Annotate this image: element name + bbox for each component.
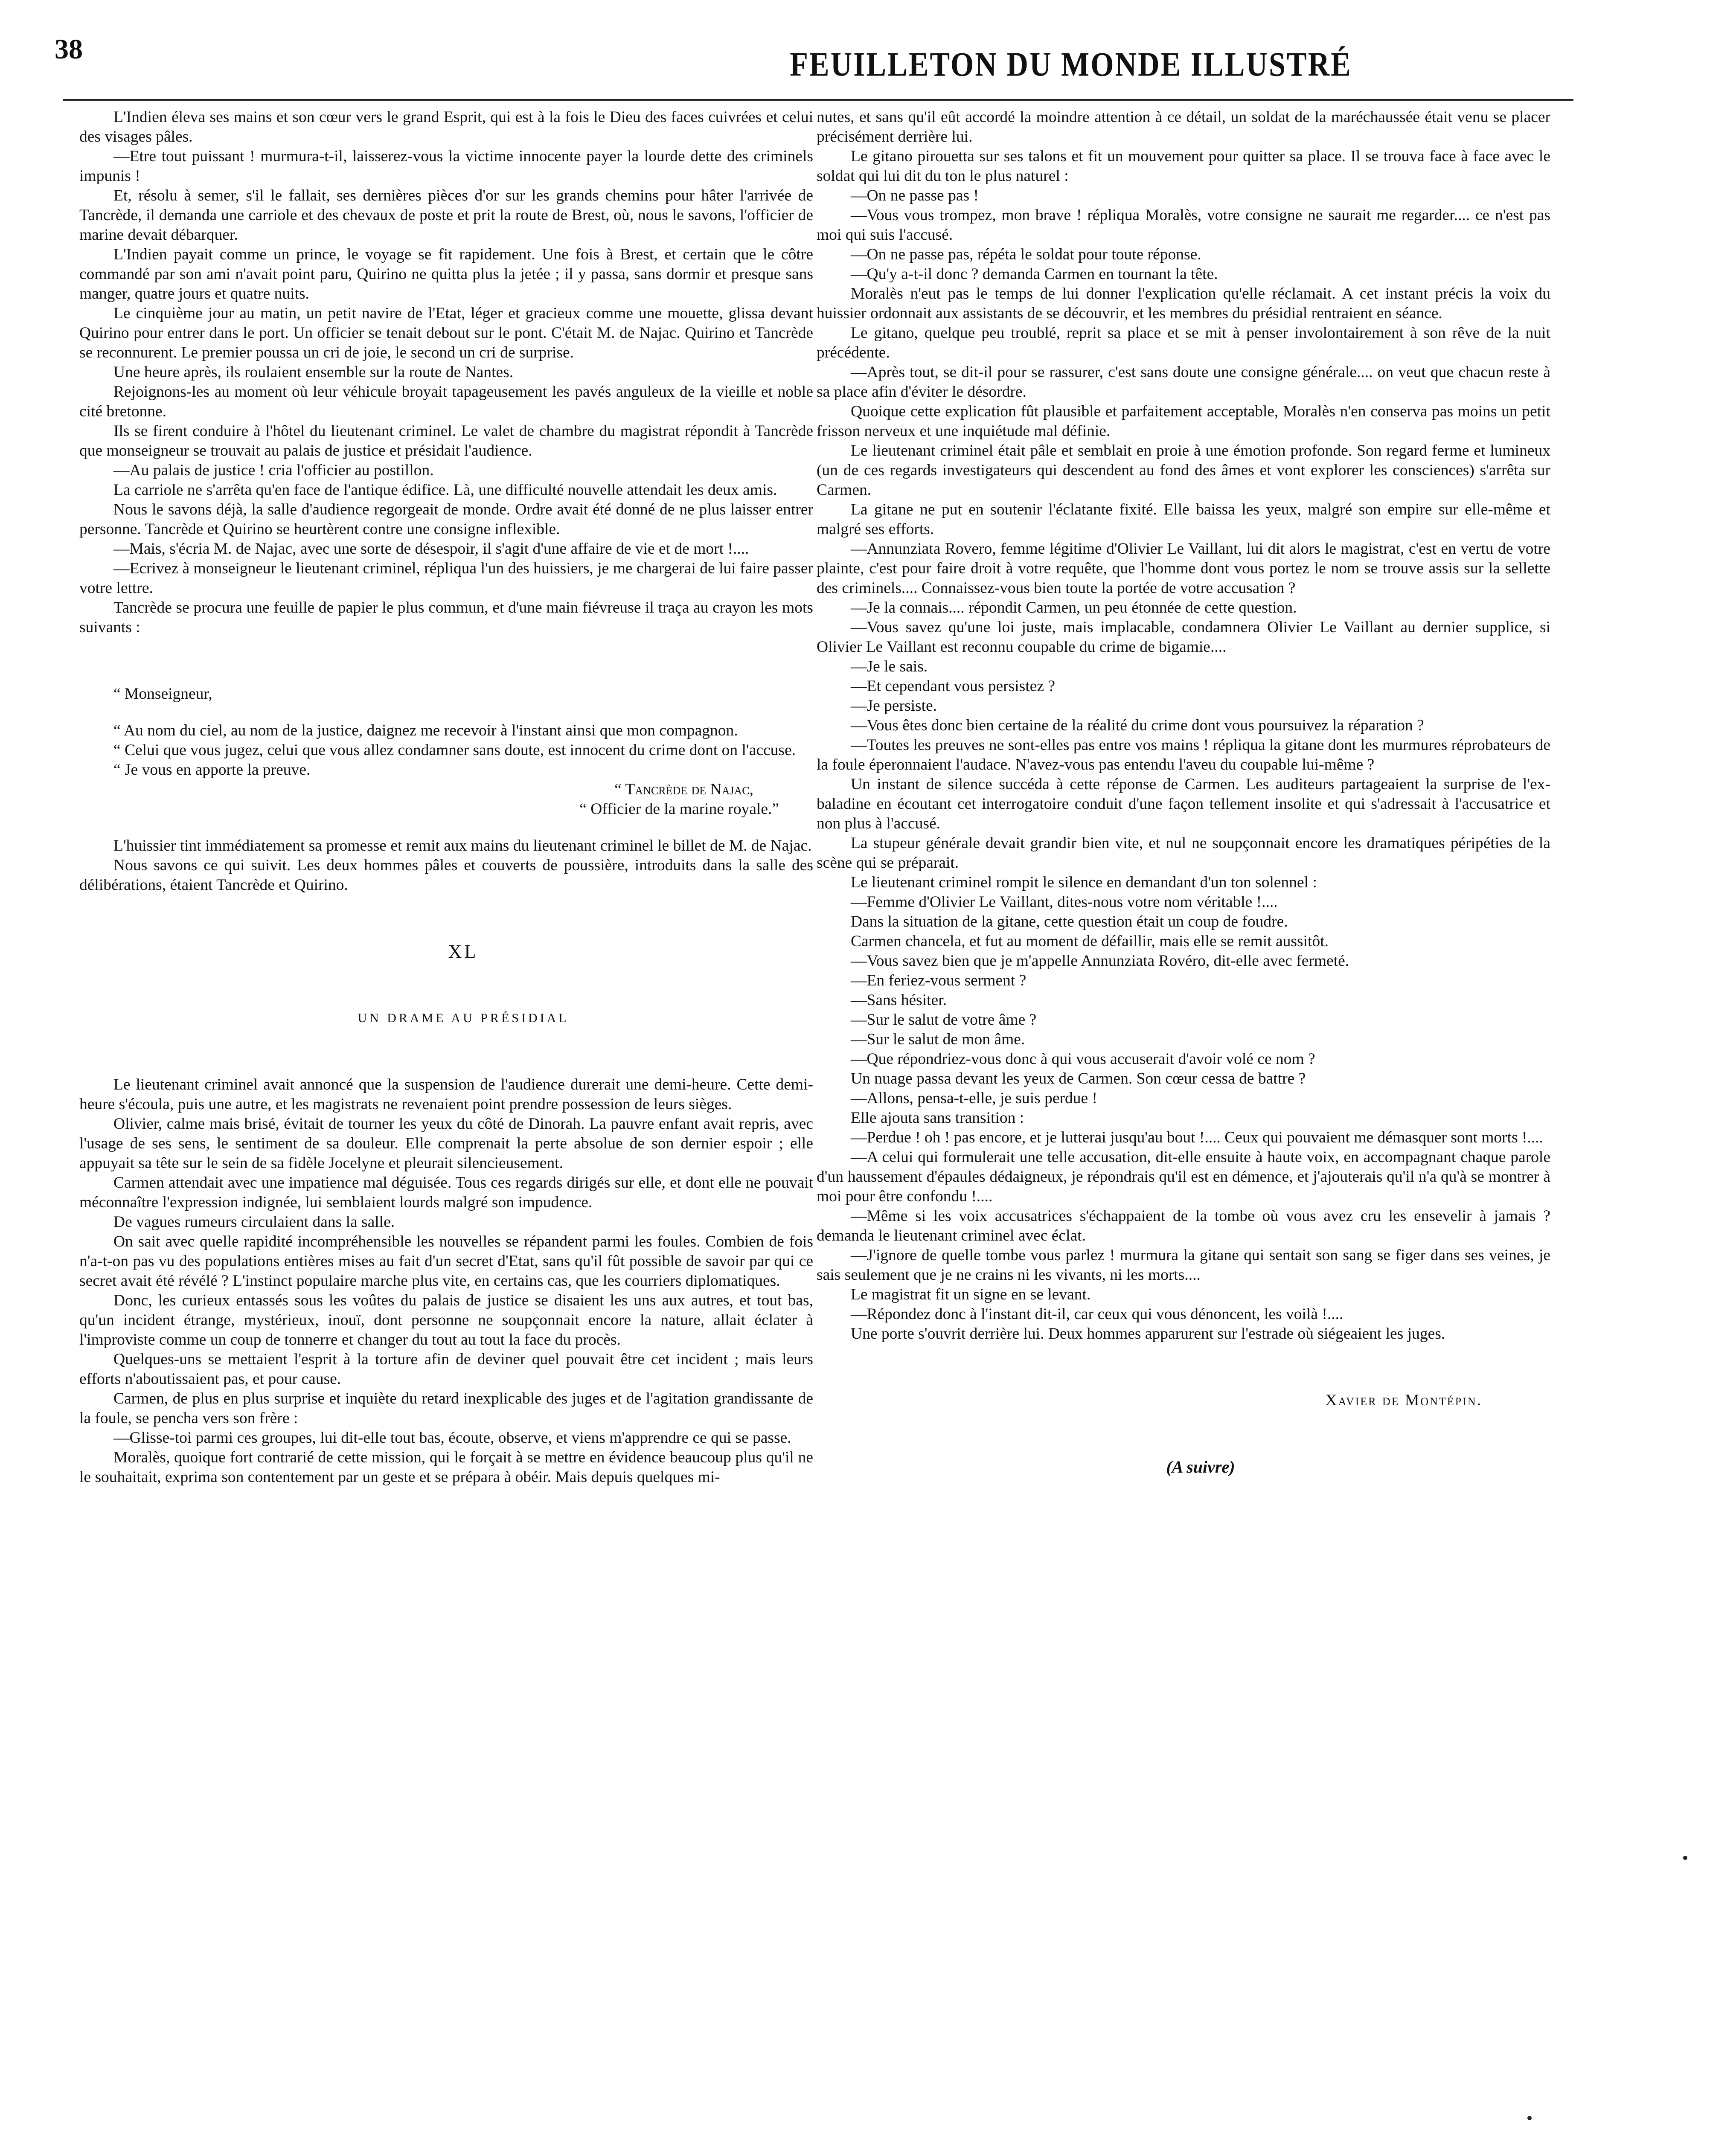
header-rule xyxy=(63,99,1573,101)
letter-line: “ Celui que vous jugez, celui que vous allez condamner sans doute, est innocent du crime dont on l'accuse. xyxy=(113,741,796,759)
paragraph: —Annunziata Rovero, femme légitime d'Olivier Le Vaillant, lui dit alors le magistrat, c'est en vertu de votre plainte, c'est pour faire droit à votre requête, que l'homme dont vous portez le nom se trouve assis sur la sellette des criminels.... Connaissez-vous bien toute la portée de votre accusation ? xyxy=(817,540,1550,597)
paragraph: Le gitano, quelque peu troublé, reprit sa place et se mit à penser involontairement à son rêve de la nuit précédente. xyxy=(817,324,1550,361)
left-paragraphs-3 xyxy=(79,1075,813,1487)
paragraph: —J'ignore de quelle tombe vous parlez ! murmura la gitane qui sentait son sang se figer dans ses veines, je sais seulement que je ne crains ni les vivants, ni les morts.... xyxy=(817,1247,1550,1284)
paragraph: Et, résolu à semer, s'il le fallait, ses dernières pièces d'or sur les grands chemins pour hâter l'arrivée de Tancrède, il demanda une carriole et des chevaux de poste et prit la route de Brest, où, nous le savons, l'officier de marine devait débarquer. xyxy=(79,187,813,244)
paragraph: —Vous vous trompez, mon brave ! répliqua Moralès, votre consigne ne saurait me regarder.... ce n'est pas moi qui suis l'accusé. xyxy=(817,206,1550,244)
paragraph: —Je la connais.... répondit Carmen, un peu étonnée de cette question. xyxy=(851,599,1297,616)
paragraph: La carriole ne s'arrêta qu'en face de l'antique édifice. Là, une difficulté nouvelle attendait les deux amis. xyxy=(113,481,777,499)
paragraph: L'Indien payait comme un prince, le voyage se fit rapidement. Une fois à Brest, et certain que le côtre commandé par son ami n'avait point paru, Quirino ne quitta plus la jetée ; il y passa, sans dormir et presque sans manger, quatre jours et quatre nuits. xyxy=(79,246,813,302)
paragraph: —Que répondriez-vous donc à qui vous accuserait d'avoir volé ce nom ? xyxy=(851,1050,1315,1068)
letter-line: “ Au nom du ciel, au nom de la justice, daignez me recevoir à l'instant ainsi que mon compagnon. xyxy=(113,722,738,739)
paragraph: —Vous êtes donc bien certaine de la réalité du crime dont vous poursuivez la réparation ? xyxy=(851,717,1424,734)
paragraph: —Répondez donc à l'instant dit-il, car ceux qui vous dénoncent, les voilà !.... xyxy=(851,1305,1343,1323)
paragraph: —Même si les voix accusatrices s'échappaient de la tombe où vous avez cru les ensevelir à jamais ? demanda le lieutenant criminel avec éclat. xyxy=(817,1207,1550,1244)
print-speck xyxy=(1527,2116,1532,2120)
paragraph: Moralès, quoique fort contrarié de cette mission, qui le forçait à se mettre en évidence beaucoup plus qu'il ne le souhaitait, exprima son contentement par un geste et se prépara à obéir. Mais depuis quelques mi- xyxy=(79,1449,813,1486)
paragraph: Rejoignons-les au moment où leur véhicule broyait tapageusement les pavés anguleux de la vieille et noble cité bretonne. xyxy=(79,383,813,420)
paragraph: —Vous savez bien que je m'appelle Annunziata Rovéro, dit-elle avec fermeté. xyxy=(851,952,1349,970)
paragraph: —Ecrivez à monseigneur le lieutenant criminel, répliqua l'un des huissiers, je me chargerai de lui faire passer votre lettre. xyxy=(79,560,813,597)
paragraph: Nous le savons déjà, la salle d'audience regorgeait de monde. Ordre avait été donné de ne plus laisser entrer personne. Tancrède et Quirino se heurtèrent contre une consigne inflexible. xyxy=(79,501,813,538)
paragraph: Le magistrat fit un signe en se levant. xyxy=(851,1286,1091,1303)
page-number: 38 xyxy=(55,34,83,65)
paragraph: —Et cependant vous persistez ? xyxy=(851,677,1056,695)
paragraph: Le gitano pirouetta sur ses talons et fit un mouvement pour quitter sa place. Il se trouva face à face avec le soldat qui lui dit du ton le plus naturel : xyxy=(817,148,1550,185)
paragraph: —Je persiste. xyxy=(851,697,937,715)
paragraph: —Sur le salut de mon âme. xyxy=(851,1031,1025,1048)
paragraph: On sait avec quelle rapidité incompréhensible les nouvelles se répandent parmi les foules. Combien de fois n'a-t-on pas vu des populations entières mises au fait d'un secret d'Etat, sans qu'il fût possible de savoir par qui ce secret avait été révélé ? L'instinct populaire marche plus vite, en certains cas, que les courriers diplomatiques. xyxy=(79,1233,813,1290)
paragraph: Un instant de silence succéda à cette réponse de Carmen. Les auditeurs partageaient la surprise de l'ex-baladine en écoutant cet interrogatoire conduit d'une façon tellement insolite et qui s'adressait à l'accusatrice et non plus à l'accusé. xyxy=(817,776,1550,832)
author-signature: Xavier de Montépin. xyxy=(1325,1392,1482,1409)
paragraph: La stupeur générale devait grandir bien vite, et nul ne soupçonnait encore les dramatiques péripéties de la scène qui se préparait. xyxy=(817,834,1550,872)
paragraph: —On ne passe pas, répéta le soldat pour toute réponse. xyxy=(851,246,1201,263)
paragraph: —En feriez-vous serment ? xyxy=(851,972,1026,989)
paragraph: L'huissier tint immédiatement sa promesse et remit aux mains du lieutenant criminel le billet de M. de Najac. xyxy=(113,837,812,854)
letter-signature-title: “ Officier de la marine royale.” xyxy=(579,800,779,818)
paragraph: Le lieutenant criminel rompit le silence en demandant d'un ton solennel : xyxy=(851,874,1317,891)
paragraph: —Mais, s'écria M. de Najac, avec une sorte de désespoir, il s'agit d'une affaire de vie et de mort !.... xyxy=(113,540,749,558)
letter-line: “ Je vous en apporte la preuve. xyxy=(113,761,311,779)
paragraph: —Femme d'Olivier Le Vaillant, dites-nous votre nom véritable !.... xyxy=(851,893,1278,911)
paragraph: nutes, et sans qu'il eût accordé la moindre attention à ce détail, un soldat de la maréchaussée était venu se placer précisément derrière lui. xyxy=(817,108,1550,145)
letter-signature-name: “ Tancrède de Najac, xyxy=(614,781,753,798)
paragraph: Tancrède se procura une feuille de papier le plus commun, et d'une main fiévreuse il traça au crayon les mots suivants : xyxy=(79,599,813,636)
paragraph: Moralès n'eut pas le temps de lui donner l'explication qu'elle réclamait. A cet instant précis la voix du huissier ordonnait aux assistants de se découvrir, et les membres du présidial rentraient en séance. xyxy=(817,285,1550,322)
chapter-number: XL xyxy=(448,941,479,962)
paragraph: —Vous savez qu'une loi juste, mais implacable, condamnera Olivier Le Vaillant au dernier supplice, si Olivier Le Vaillant est reconnu coupable du crime de bigamie.... xyxy=(817,619,1550,656)
paragraph: —Allons, pensa-t-elle, je suis perdue ! xyxy=(851,1090,1097,1107)
paragraph: —Au palais de justice ! cria l'officier au postillon. xyxy=(113,462,434,479)
right-paragraphs xyxy=(817,108,1550,1344)
left-paragraphs-2 xyxy=(79,836,813,895)
letter xyxy=(79,684,813,819)
paragraph: —Après tout, se dit-il pour se rassurer, c'est sans doute une consigne générale.... on veut que chacun reste à sa place afin d'éviter le désordre. xyxy=(817,363,1550,401)
paragraph: Une heure après, ils roulaient ensemble sur la route de Nantes. xyxy=(113,363,514,381)
running-title: FEUILLETON DU MONDE ILLUSTRÉ xyxy=(790,46,1352,84)
paragraph: —Etre tout puissant ! murmura-t-il, laisserez-vous la victime innocente payer la lourde dette des criminels impunis ! xyxy=(79,148,813,185)
chapter-title: UN DRAME AU PRÉSIDIAL xyxy=(358,1011,569,1025)
paragraph: L'Indien éleva ses mains et son cœur vers le grand Esprit, qui est à la fois le Dieu des faces cuivrées et celui des visages pâles. xyxy=(79,108,813,145)
paragraph: Le lieutenant criminel avait annoncé que la suspension de l'audience durerait une demi-heure. Cette demi-heure s'écoula, puis une autre, et les magistrats ne revenaient point prendre possession de leurs sièges. xyxy=(79,1076,813,1113)
to-be-continued: (A suivre) xyxy=(1166,1457,1235,1476)
paragraph: Un nuage passa devant les yeux de Carmen. Son cœur cessa de battre ? xyxy=(851,1070,1306,1087)
paragraph: Ils se firent conduire à l'hôtel du lieutenant criminel. Le valet de chambre du magistrat répondit à Tancrède que monseigneur se trouvait au palais de justice et présidait l'audience. xyxy=(79,422,813,459)
paragraph: De vagues rumeurs circulaient dans la salle. xyxy=(113,1213,395,1231)
paragraph: —Sur le salut de votre âme ? xyxy=(851,1011,1037,1029)
left-paragraphs-1 xyxy=(79,108,813,637)
paragraph: —Perdue ! oh ! pas encore, et je lutterai jusqu'au bout !.... Ceux qui pouvaient me démasquer sont morts !.... xyxy=(851,1129,1544,1146)
left-column xyxy=(79,108,813,1487)
paragraph: —Je le sais. xyxy=(851,658,928,675)
paragraph: Carmen attendait avec une impatience mal déguisée. Tous ces regards dirigés sur elle, et dont elle ne pouvait méconnaître l'expression indignée, lui semblaient lourds malgré son impudence. xyxy=(79,1174,813,1211)
paragraph: Une porte s'ouvrit derrière lui. Deux hommes apparurent sur l'estrade où siégeaient les juges. xyxy=(851,1325,1445,1343)
paragraph: Olivier, calme mais brisé, évitait de tourner les yeux du côté de Dinorah. La pauvre enfant avait repris, avec l'usage de ses sens, le sentiment de sa douleur. Elle comprenait la perte absolue de son dernier espoir ; elle appuyait sa tête sur le sein de sa fidèle Jocelyne et pleurait silencieusement. xyxy=(79,1115,813,1172)
paragraph: —A celui qui formulerait une telle accusation, dit-elle ensuite à haute voix, en accompagnant chaque parole d'un haussement d'épaules dédaigneux, je répondrais qu'il est en démence, et j'ajouterais qu'il n'a qu'à se montrer à moi pour être confondu !.... xyxy=(817,1148,1550,1205)
paragraph: Le lieutenant criminel était pâle et semblait en proie à une émotion profonde. Son regard ferme et lumineux (un de ces regards investigateurs qui descendent au fond des âmes et vont explorer les consciences) s'arrêta sur Carmen. xyxy=(817,442,1550,499)
right-column xyxy=(817,108,1550,1477)
paragraph: —On ne passe pas ! xyxy=(851,187,979,204)
paragraph: La gitane ne put en soutenir l'éclatante fixité. Elle baissa les yeux, malgré son empire sur elle-même et malgré ses efforts. xyxy=(817,501,1550,538)
paragraph: Le cinquième jour au matin, un petit navire de l'Etat, léger et gracieux comme une mouette, glissa devant Quirino pour entrer dans le port. Un officier se tenait debout sur le pont. C'était M. de Najac. Quirino et Tancrède se reconnurent. Le premier poussa un cri de joie, le second un cri de surprise. xyxy=(79,305,813,361)
print-speck xyxy=(1683,1856,1687,1860)
paragraph: Nous savons ce qui suivit. Les deux hommes pâles et couverts de poussière, introduits dans la salle des délibérations, étaient Tancrède et Quirino. xyxy=(79,857,813,894)
paragraph: Carmen, de plus en plus surprise et inquiète du retard inexplicable des juges et de l'agitation grandissante de la foule, se pencha vers son frère : xyxy=(79,1390,813,1427)
paragraph: —Sans hésiter. xyxy=(851,991,947,1009)
paragraph: Quelques-uns se mettaient l'esprit à la torture afin de deviner quel pouvait être cet incident ; mais leurs efforts n'aboutissaient pas, et pour cause. xyxy=(79,1351,813,1388)
paragraph: Elle ajouta sans transition : xyxy=(851,1109,1024,1127)
paragraph: Donc, les curieux entassés sous les voûtes du palais de justice se disaient les uns aux autres, et tout bas, qu'un incident étrange, mystérieux, inouï, dont personne ne soupçonnait encore la nature, allait éclater à l'improviste comme un coup de tonnerre et changer du tout au tout la face du procès. xyxy=(79,1292,813,1348)
paragraph: Carmen chancela, et fut au moment de défaillir, mais elle se remit aussitôt. xyxy=(851,933,1329,950)
paragraph: —Glisse-toi parmi ces groupes, lui dit-elle tout bas, écoute, observe, et viens m'apprendre ce qui se passe. xyxy=(113,1429,791,1447)
letter-salutation: “ Monseigneur, xyxy=(113,685,212,703)
paragraph: —Toutes les preuves ne sont-elles pas entre vos mains ! répliqua la gitane dont les murmures réprobateurs de la foule éperonnaient l'audace. N'avez-vous pas entendu l'aveu du coupable lui-même ? xyxy=(817,736,1550,773)
paragraph: Dans la situation de la gitane, cette question était un coup de foudre. xyxy=(851,913,1288,930)
paragraph: —Qu'y a-t-il donc ? demanda Carmen en tournant la tête. xyxy=(851,265,1218,283)
paragraph: Quoique cette explication fût plausible et parfaitement acceptable, Moralès n'en conserva pas moins un petit frisson nerveux et une inquiétude mal définie. xyxy=(817,403,1550,440)
